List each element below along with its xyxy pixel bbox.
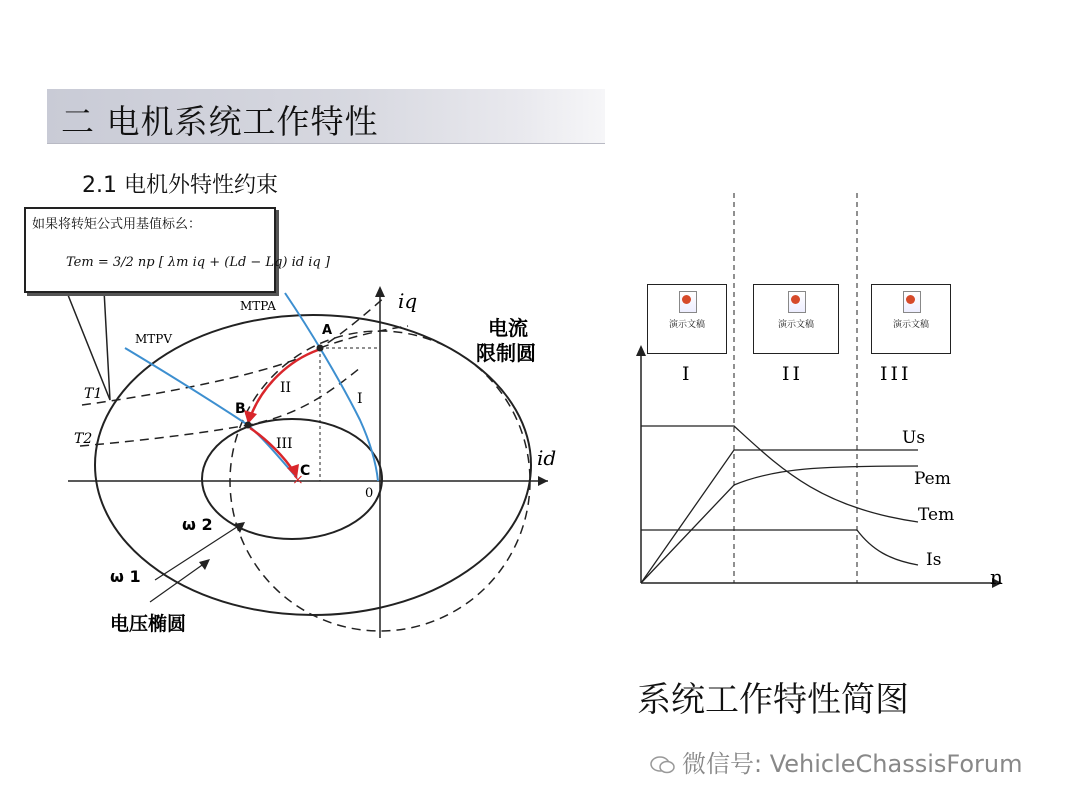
tem-curve: [641, 426, 918, 522]
pem-label: Pem: [914, 469, 951, 489]
region-3-label: III: [276, 436, 293, 452]
mtpa-label: MTPA: [240, 299, 276, 313]
point-b-label: B: [235, 401, 246, 417]
doc-embed-label: 演示文稿: [668, 320, 705, 330]
is-curve: [641, 530, 918, 565]
wechat-icon: [650, 755, 676, 775]
mtpv-label: MTPV: [135, 332, 173, 346]
t2-label: T2: [74, 431, 93, 447]
page-title: 二 电机系统工作特性: [61, 102, 379, 141]
region-1-label: I: [357, 391, 363, 407]
iq-label: iq: [398, 289, 418, 313]
figure-caption: 系统工作特性简图: [637, 680, 909, 720]
omega2-label: ω 2: [182, 515, 213, 534]
region-iii-label: III: [880, 363, 912, 385]
watermark-text: 微信号: VehicleChassisForum: [682, 750, 1023, 778]
n-axis-label: n: [990, 565, 1003, 589]
doc-embed-label: 演示文稿: [777, 320, 814, 330]
current-limit-label-1: 电流: [488, 316, 528, 340]
doc-embed-1[interactable]: [647, 284, 727, 354]
t1-label: T1: [84, 386, 103, 402]
voltage-ellipse-label: 电压椭圆: [110, 613, 187, 635]
us-label: Us: [902, 428, 926, 448]
document-icon: [788, 291, 806, 313]
torque-formula: Tem = 3/2 np [ λm iq + (Ld − Lq) id iq ]: [66, 255, 330, 270]
section-subtitle: 2.1 电机外特性约束: [82, 173, 278, 198]
tem-label: Tem: [918, 505, 955, 525]
region-2-label: II: [280, 380, 292, 396]
is-label: Is: [926, 550, 942, 570]
omega1-label: ω 1: [110, 567, 141, 586]
point-a-label: A: [322, 323, 333, 338]
point-c-label: C: [300, 463, 311, 479]
document-icon: [679, 291, 697, 313]
us-curve: [641, 450, 918, 583]
id-label: id: [537, 446, 557, 470]
callout-text: 如果将转矩公式用基值标幺：: [32, 217, 202, 232]
doc-embed-label: 演示文稿: [892, 320, 929, 330]
origin-label: 0: [365, 486, 374, 501]
region-ii-label: II: [782, 363, 804, 385]
region-i-label: I: [682, 363, 690, 385]
current-limit-label-2: 限制圆: [476, 341, 536, 365]
document-icon: [903, 291, 921, 313]
y-axis-arrow: [636, 345, 646, 356]
doc-embed-3[interactable]: [871, 284, 951, 354]
doc-embed-2[interactable]: [753, 284, 839, 354]
point-c-mark: ×: [292, 472, 304, 488]
watermark: [650, 744, 1023, 779]
